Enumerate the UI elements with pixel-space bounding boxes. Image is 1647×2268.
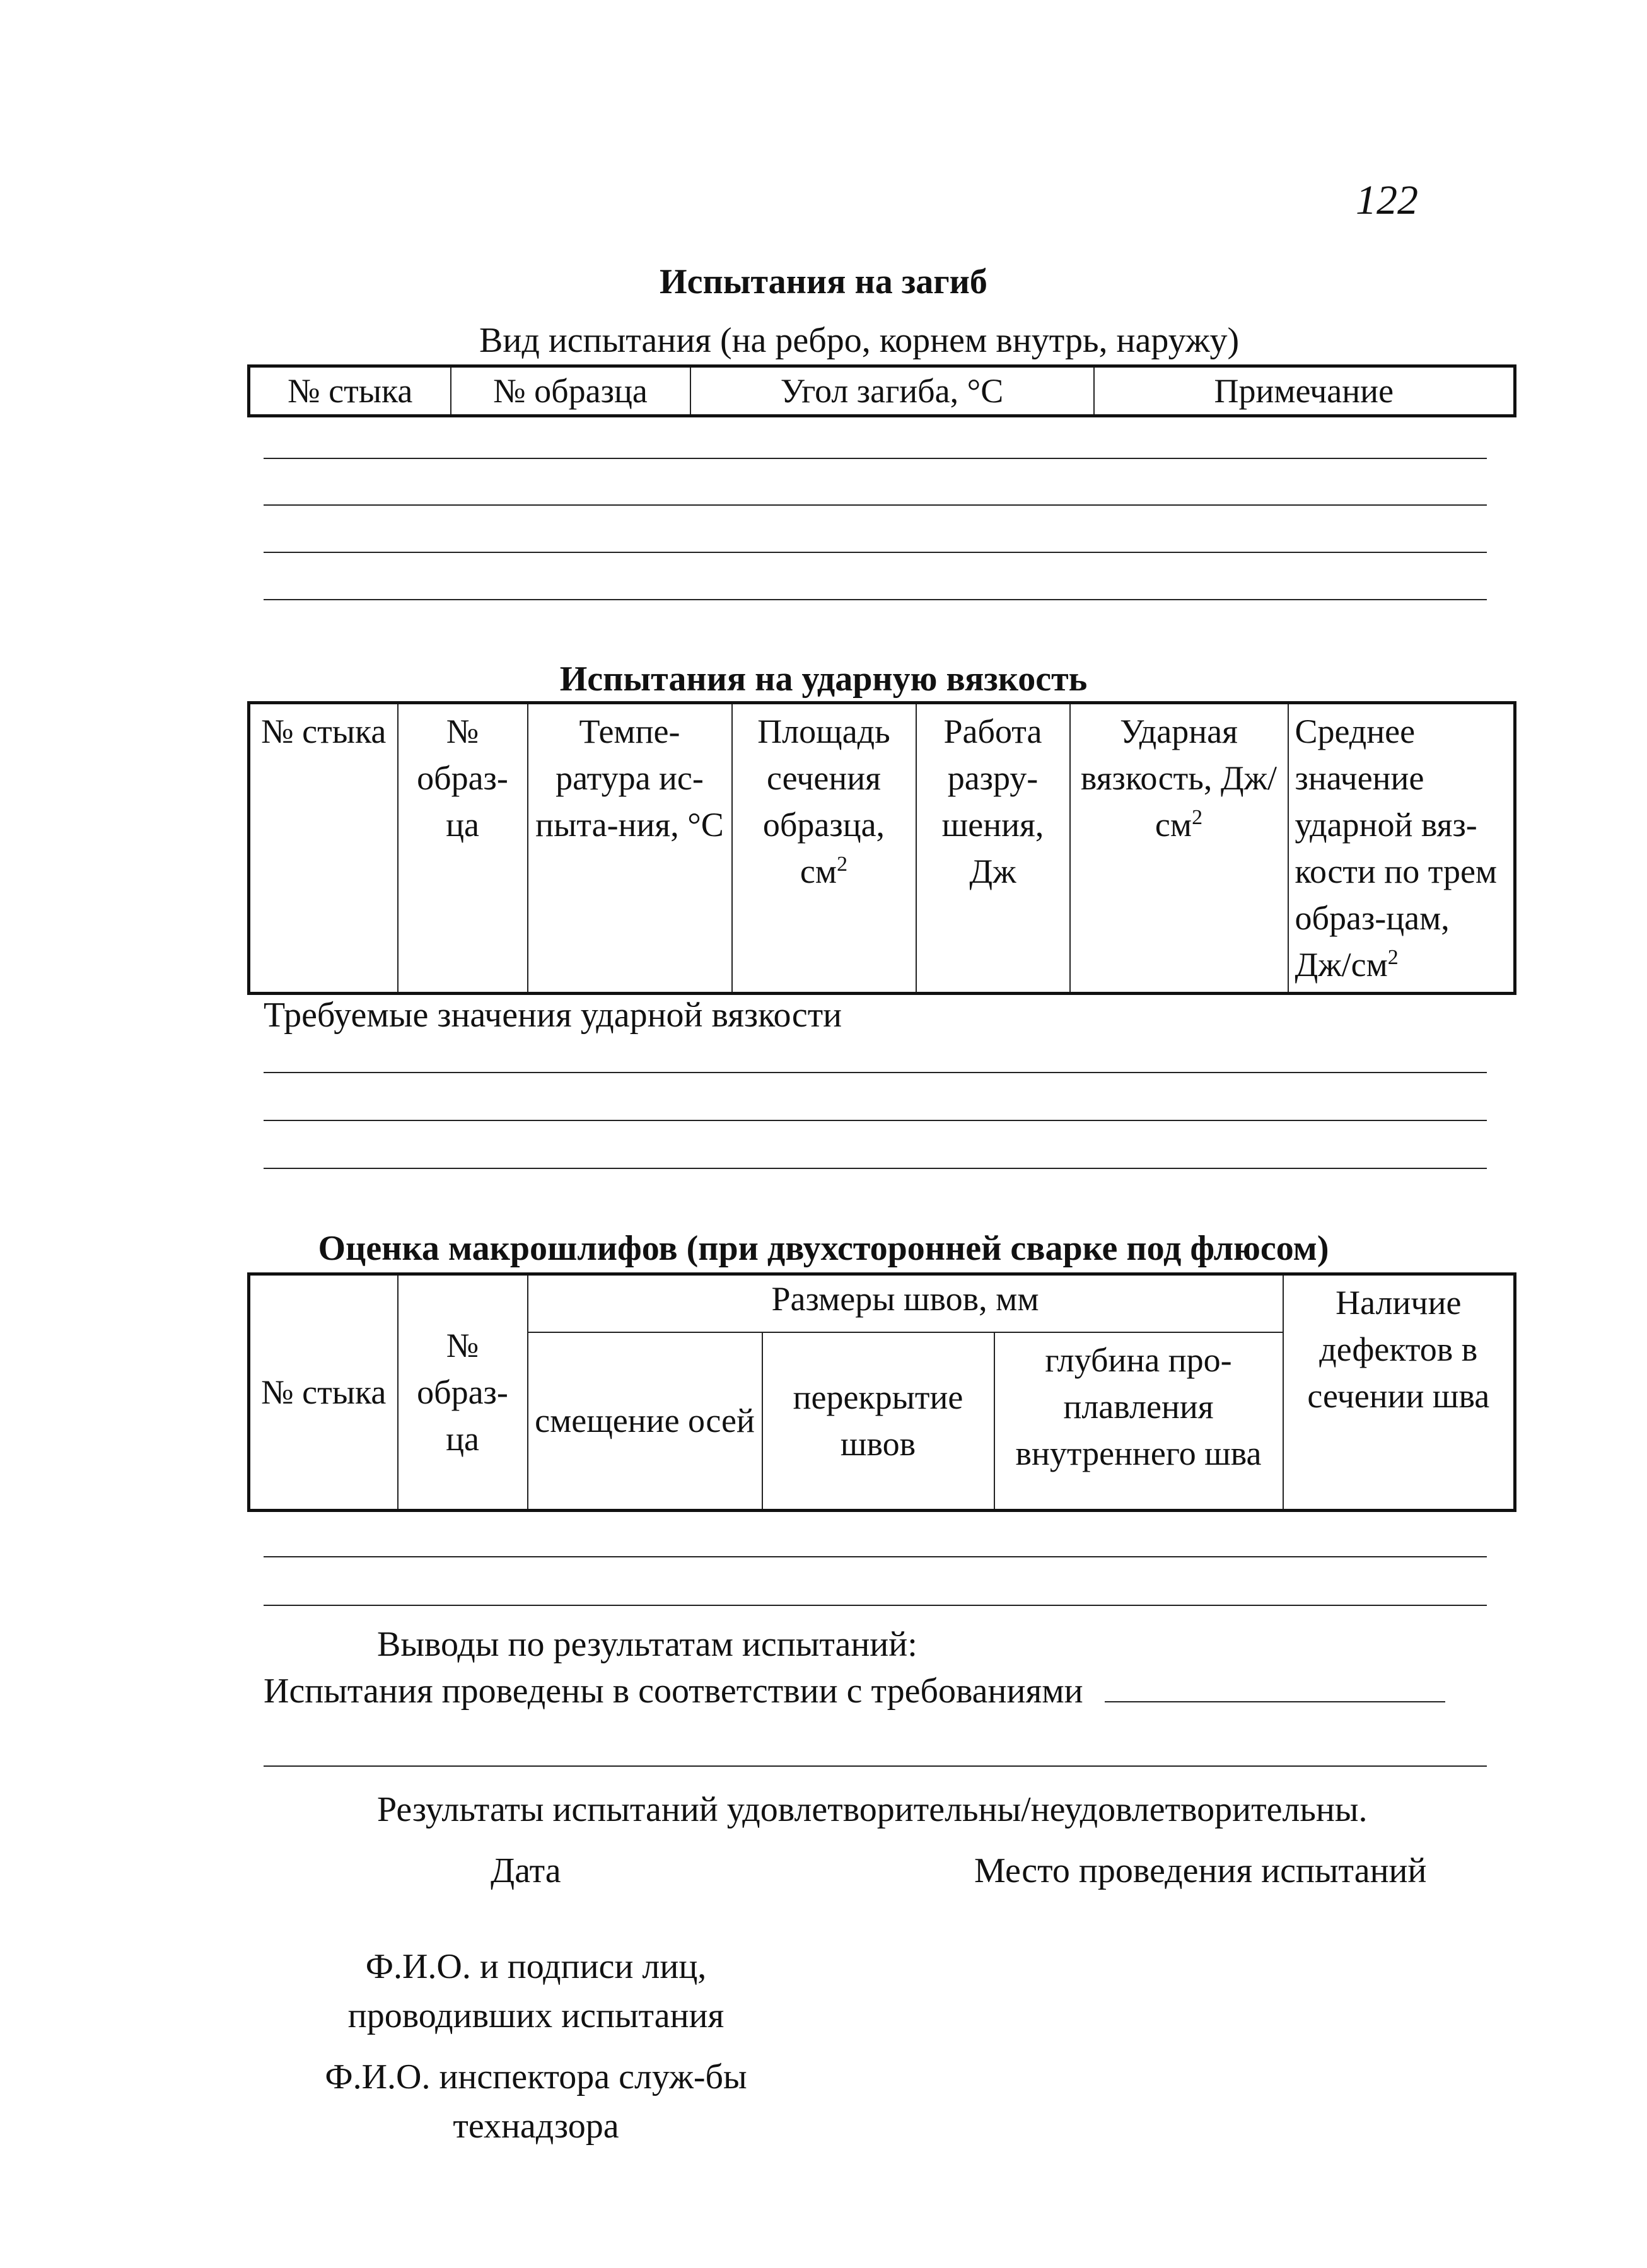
- bend-test-table: [247, 364, 1516, 417]
- conducted-statement: Испытания проведены в соответствии с требованиями: [264, 1671, 1445, 1711]
- header-note: Примечание: [1094, 366, 1515, 416]
- header-sample-number: № образца: [451, 366, 690, 416]
- header-joint-number: № стыка: [249, 366, 451, 416]
- blank-line: [264, 504, 1487, 506]
- results-statement: Результаты испытаний удовлетворительны/неудовлетворительны.: [377, 1790, 1368, 1829]
- macro-section-title: Оценка макрошлифов (при двухсторонней сварке под флюсом): [318, 1229, 1329, 1268]
- table-row: [249, 366, 1515, 416]
- impact-test-table: [247, 701, 1516, 995]
- header-penetration-depth: глубина про-плавления внутреннего шва: [994, 1332, 1283, 1511]
- blank-line: [264, 1168, 1487, 1169]
- header-section-area: Площадь сечения образца, $см^2$: [732, 703, 916, 994]
- blank-line: [264, 599, 1487, 600]
- header-weld-overlap: перекрытие швов: [762, 1332, 994, 1511]
- blank-line: [264, 1556, 1487, 1557]
- header-defects: Наличие дефектов в сечении шва: [1283, 1274, 1515, 1511]
- blank-line: [264, 1120, 1487, 1121]
- header-average-impact-strength: Среднее значение ударной вяз-кости по трем образ-цам, $Дж/см^2$: [1288, 703, 1515, 994]
- header-axis-offset: смещение осей: [528, 1332, 762, 1511]
- table-row: [249, 1274, 1515, 1332]
- inspector-label: Ф.И.О. инспектора служ-бы технадзора: [325, 2057, 747, 2146]
- header-weld-sizes: Размеры швов, мм: [528, 1274, 1283, 1332]
- header-bend-angle: Угол загиба, °С: [690, 366, 1094, 416]
- date-label: Дата: [491, 1851, 561, 1890]
- header-sample-number: № образ-ца: [398, 1274, 528, 1511]
- conclusions-title: Выводы по результатам испытаний:: [377, 1625, 917, 1664]
- blank-line: [264, 1072, 1487, 1073]
- blank-line: [264, 458, 1487, 459]
- required-values-label: Требуемые значения ударной вязкости: [264, 996, 842, 1035]
- impact-test-title: Испытания на ударную вязкость: [559, 660, 1088, 699]
- header-sample-number: № образ-ца: [398, 703, 528, 994]
- page-number: 122: [1356, 177, 1418, 223]
- signers-label: Ф.И.О. и подписи лиц, проводивших испытания: [347, 1947, 725, 2035]
- blank-line: [264, 552, 1487, 553]
- bend-test-subtitle: Вид испытания (на ребро, корнем внутрь, наружу): [479, 321, 1240, 360]
- blank-line: [264, 1765, 1487, 1767]
- header-impact-strength: Ударная вязкость, $Дж/см^2$: [1070, 703, 1288, 994]
- table-row: [249, 703, 1515, 994]
- macro-section-table: [247, 1272, 1516, 1512]
- header-fracture-work: Работа разру-шения, Дж: [916, 703, 1070, 994]
- header-test-temperature: Темпе-ратура ис-пыта-ния, °С: [528, 703, 732, 994]
- header-joint-number: № стыка: [249, 1274, 398, 1511]
- bend-test-title: Испытания на загиб: [660, 262, 987, 301]
- blank-line: [264, 1605, 1487, 1606]
- place-label: Место проведения испытаний: [974, 1851, 1427, 1890]
- header-joint-number: № стыка: [249, 703, 398, 994]
